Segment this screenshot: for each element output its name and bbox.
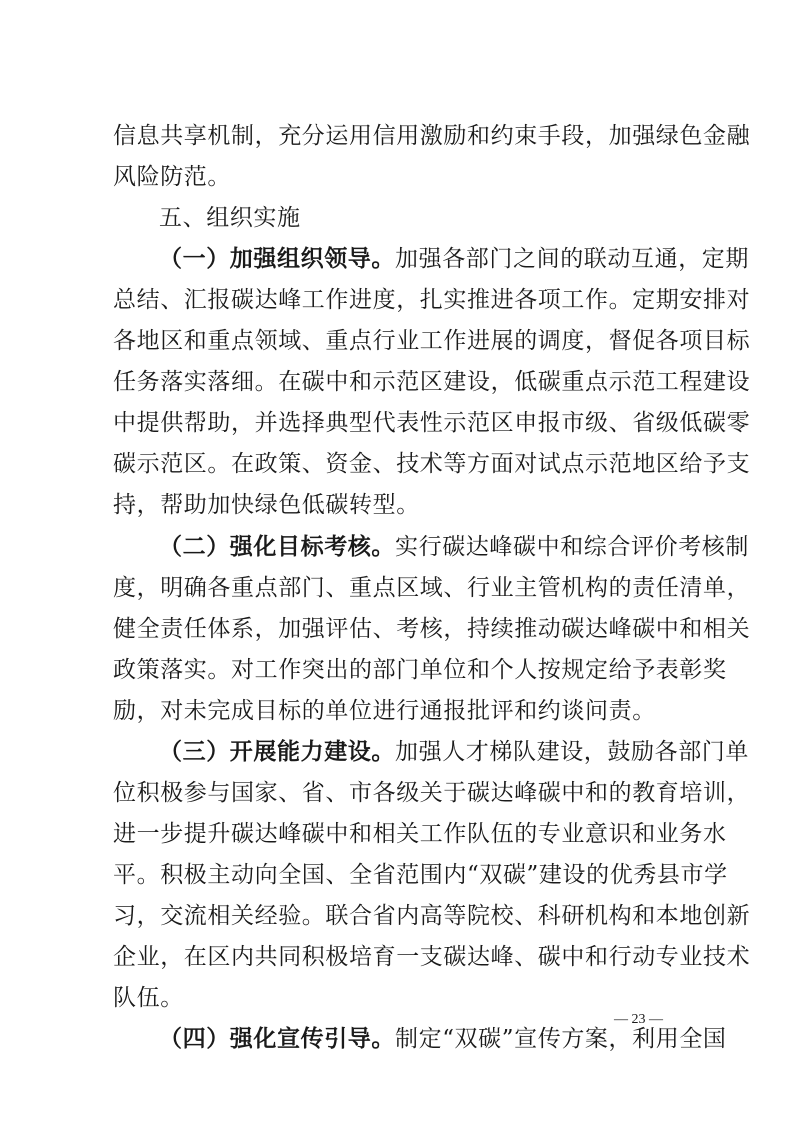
body-text-line: 任务落实落细。在碳中和示范区建设，低碳重点示范工程建设: [113, 369, 751, 395]
body-text-line: 持，帮助加快绿色低碳转型。: [113, 492, 420, 518]
paragraph-heading: （三）开展能力建设。: [159, 738, 395, 765]
body-text-line: 位积极参与国家、省、市各级关于碳达峰碳中和的教育培训，: [113, 780, 751, 806]
paragraph-text: 加强人才梯队建设，鼓励各部门单: [395, 739, 749, 765]
body-text-line: 企业，在区内共同积极培育一支碳达峰、碳中和行动专业技术: [113, 944, 751, 970]
body-text-line: 碳示范区。在政策、资金、技术等方面对试点示范地区给予支: [113, 451, 751, 477]
body-text-line: 习，交流相关经验。联合省内高等院校、科研机构和本地创新: [113, 903, 751, 929]
body-text-line: 进一步提升碳达峰碳中和相关工作队伍的专业意识和业务水: [113, 821, 727, 847]
paragraph-heading: （四）强化宣传引导。: [159, 1025, 395, 1052]
body-text-line: 健全责任体系，加强评估、考核，持续推动碳达峰碳中和相关: [113, 616, 751, 642]
page-number: — 23 —: [614, 1012, 663, 1027]
paragraph-heading: （二）强化目标考核。: [159, 533, 395, 560]
body-text-line: 平。积极主动向全国、全省范围内“双碳”建设的优秀县市学: [113, 862, 728, 888]
paragraph-text: 加强各部门之间的联动互通，定期: [395, 246, 749, 272]
paragraph-text: 实行碳达峰碳中和综合评价考核制: [395, 534, 749, 560]
body-text-line: 政策落实。对工作突出的部门单位和个人按规定给予表彰奖: [113, 657, 727, 683]
body-text-line: 度，明确各重点部门、重点区域、行业主管机构的责任清单，: [113, 575, 751, 601]
body-text-line: 励，对未完成目标的单位进行通报批评和约谈问责。: [113, 698, 656, 724]
paragraph-first-line: [159, 739, 749, 765]
body-text-line: 总结、汇报碳达峰工作进度，扎实推进各项工作。定期安排对: [113, 287, 751, 313]
section-heading: 五、组织实施: [159, 205, 301, 231]
body-text-line: 信息共享机制，充分运用信用激励和约束手段，加强绿色金融: [113, 123, 751, 149]
paragraph-first-line: [159, 534, 749, 560]
paragraph-text: 制定“双碳”宣传方案，利用全国: [395, 1026, 727, 1052]
paragraph-heading: （一）加强组织领导。: [159, 245, 395, 272]
body-text-line: 中提供帮助，并选择典型代表性示范区申报市级、省级低碳零: [113, 410, 751, 436]
body-text-line: 队伍。: [113, 985, 184, 1011]
body-text-line: 各地区和重点领域、重点行业工作进展的调度，督促各项目标: [113, 328, 751, 354]
body-text-line: 风险防范。: [113, 164, 231, 190]
paragraph-first-line: [159, 246, 749, 272]
